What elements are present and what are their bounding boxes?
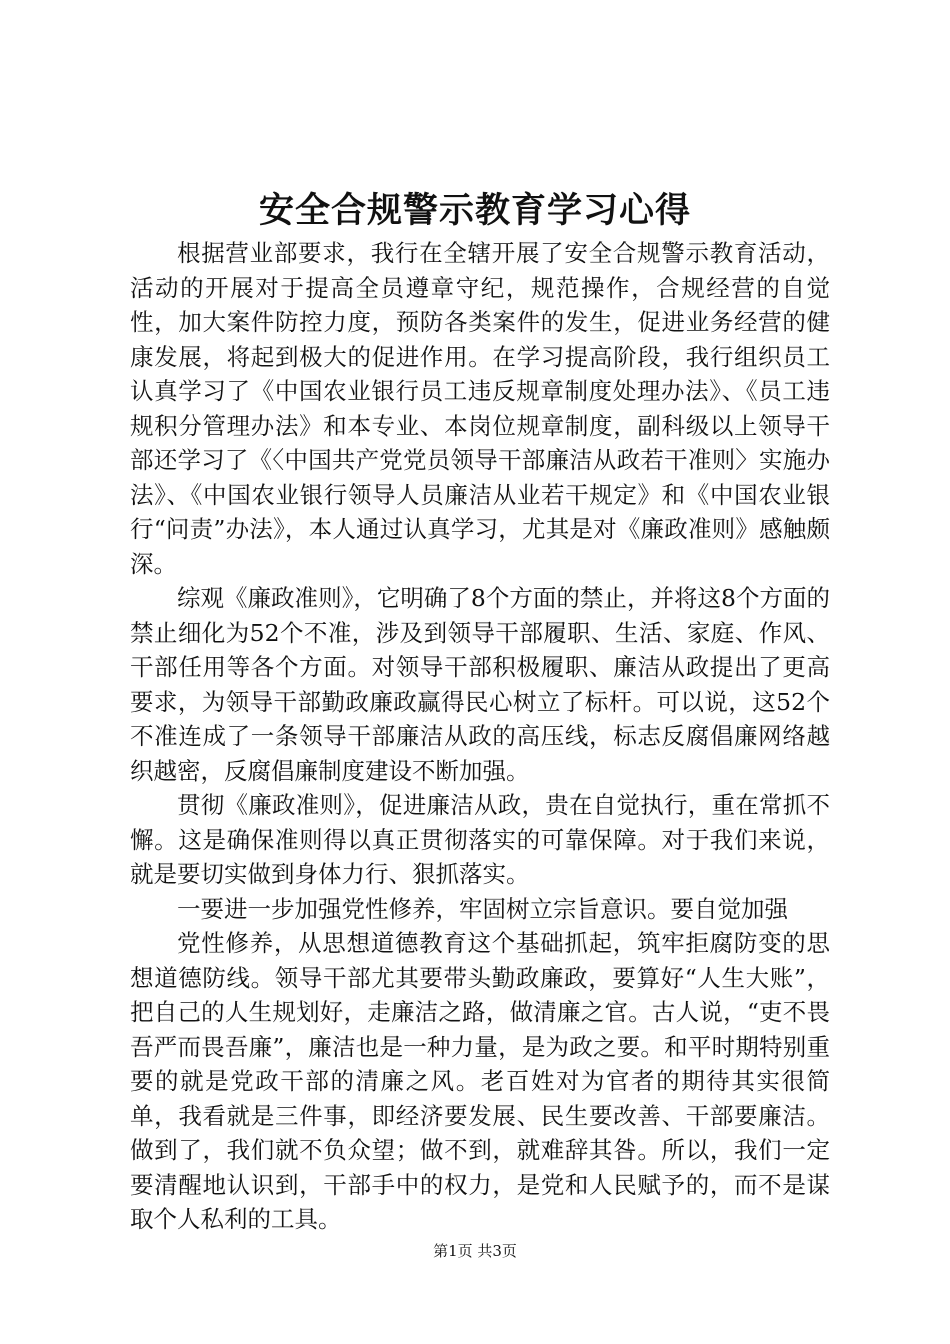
paragraph-2: 综观《廉政准则》，它明确了8个方面的禁止，并将这8个方面的禁止细化为52个不准，涉及到领导干部履职、生活、家庭、作风、干部任用等各个方面。对领导干部积极履职、廉洁从政提出了更高要求，为领导干部勤政廉政赢得民心树立了标杆。可以说，这52个不准连成了一条领导干部廉洁从政的高压线，标志反腐倡廉网络越织越密，反腐倡廉制度建设不断加强。 xyxy=(130,584,830,785)
paragraph-5: 党性修养，从思想道德教育这个基础抓起，筑牢拒腐防变的思想道德防线。领导干部尤其要带头勤政廉政，要算好“人生大账”，把自己的人生规划好，走廉洁之路，做清廉之官。古人说，“吏不畏吾严而畏吾廉”，廉洁也是一种力量，是为政之要。和平时期特别重要的就是党政干部的清廉之风。老百姓对为官者的期待其实很简单，我看就是三件事，即经济要发展、民生要改善、干部要廉洁。做到了，我们就不负众望；做不到，就难辞其咎。所以，我们一定要清醒地认识到，干部手中的权力，是党和人民赋予的，而不是谋取个人私利的工具。 xyxy=(130,929,830,1233)
paragraph-3: 贯彻《廉政准则》，促进廉洁从政，贵在自觉执行，重在常抓不懈。这是确保准则得以真正贯彻落实的可靠保障。对于我们来说，就是要切实做到身体力行、狠抓落实。 xyxy=(130,791,830,888)
document-title: 安全合规警示教育学习心得 xyxy=(258,190,691,231)
document-body xyxy=(130,236,830,1237)
paragraph-1: 根据营业部要求，我行在全辖开展了安全合规警示教育活动，活动的开展对于提高全员遵章守纪，规范操作，合规经营的自觉性，加大案件防控力度，预防各类案件的发生，促进业务经营的健康发展，将起到极大的促进作用。在学习提高阶段，我行组织员工认真学习了《中国农业银行员工违反规章制度处理办法》、《员工违规积分管理办法》和本专业、本岗位规章制度，副科级以上领导干部还学习了《〈中国共产党党员领导干部廉洁从政若干准则〉实施办法》、《中国农业银行领导人员廉洁从业若干规定》和《中国农业银行“问责”办法》，本人通过认真学习，尤其是对《廉政准则》感触颇深。 xyxy=(130,239,830,578)
page-footer: 第1页 共3页 xyxy=(433,1242,517,1260)
paragraph-4: 一要进一步加强党性修养，牢固树立宗旨意识。要自觉加强 xyxy=(177,894,788,923)
